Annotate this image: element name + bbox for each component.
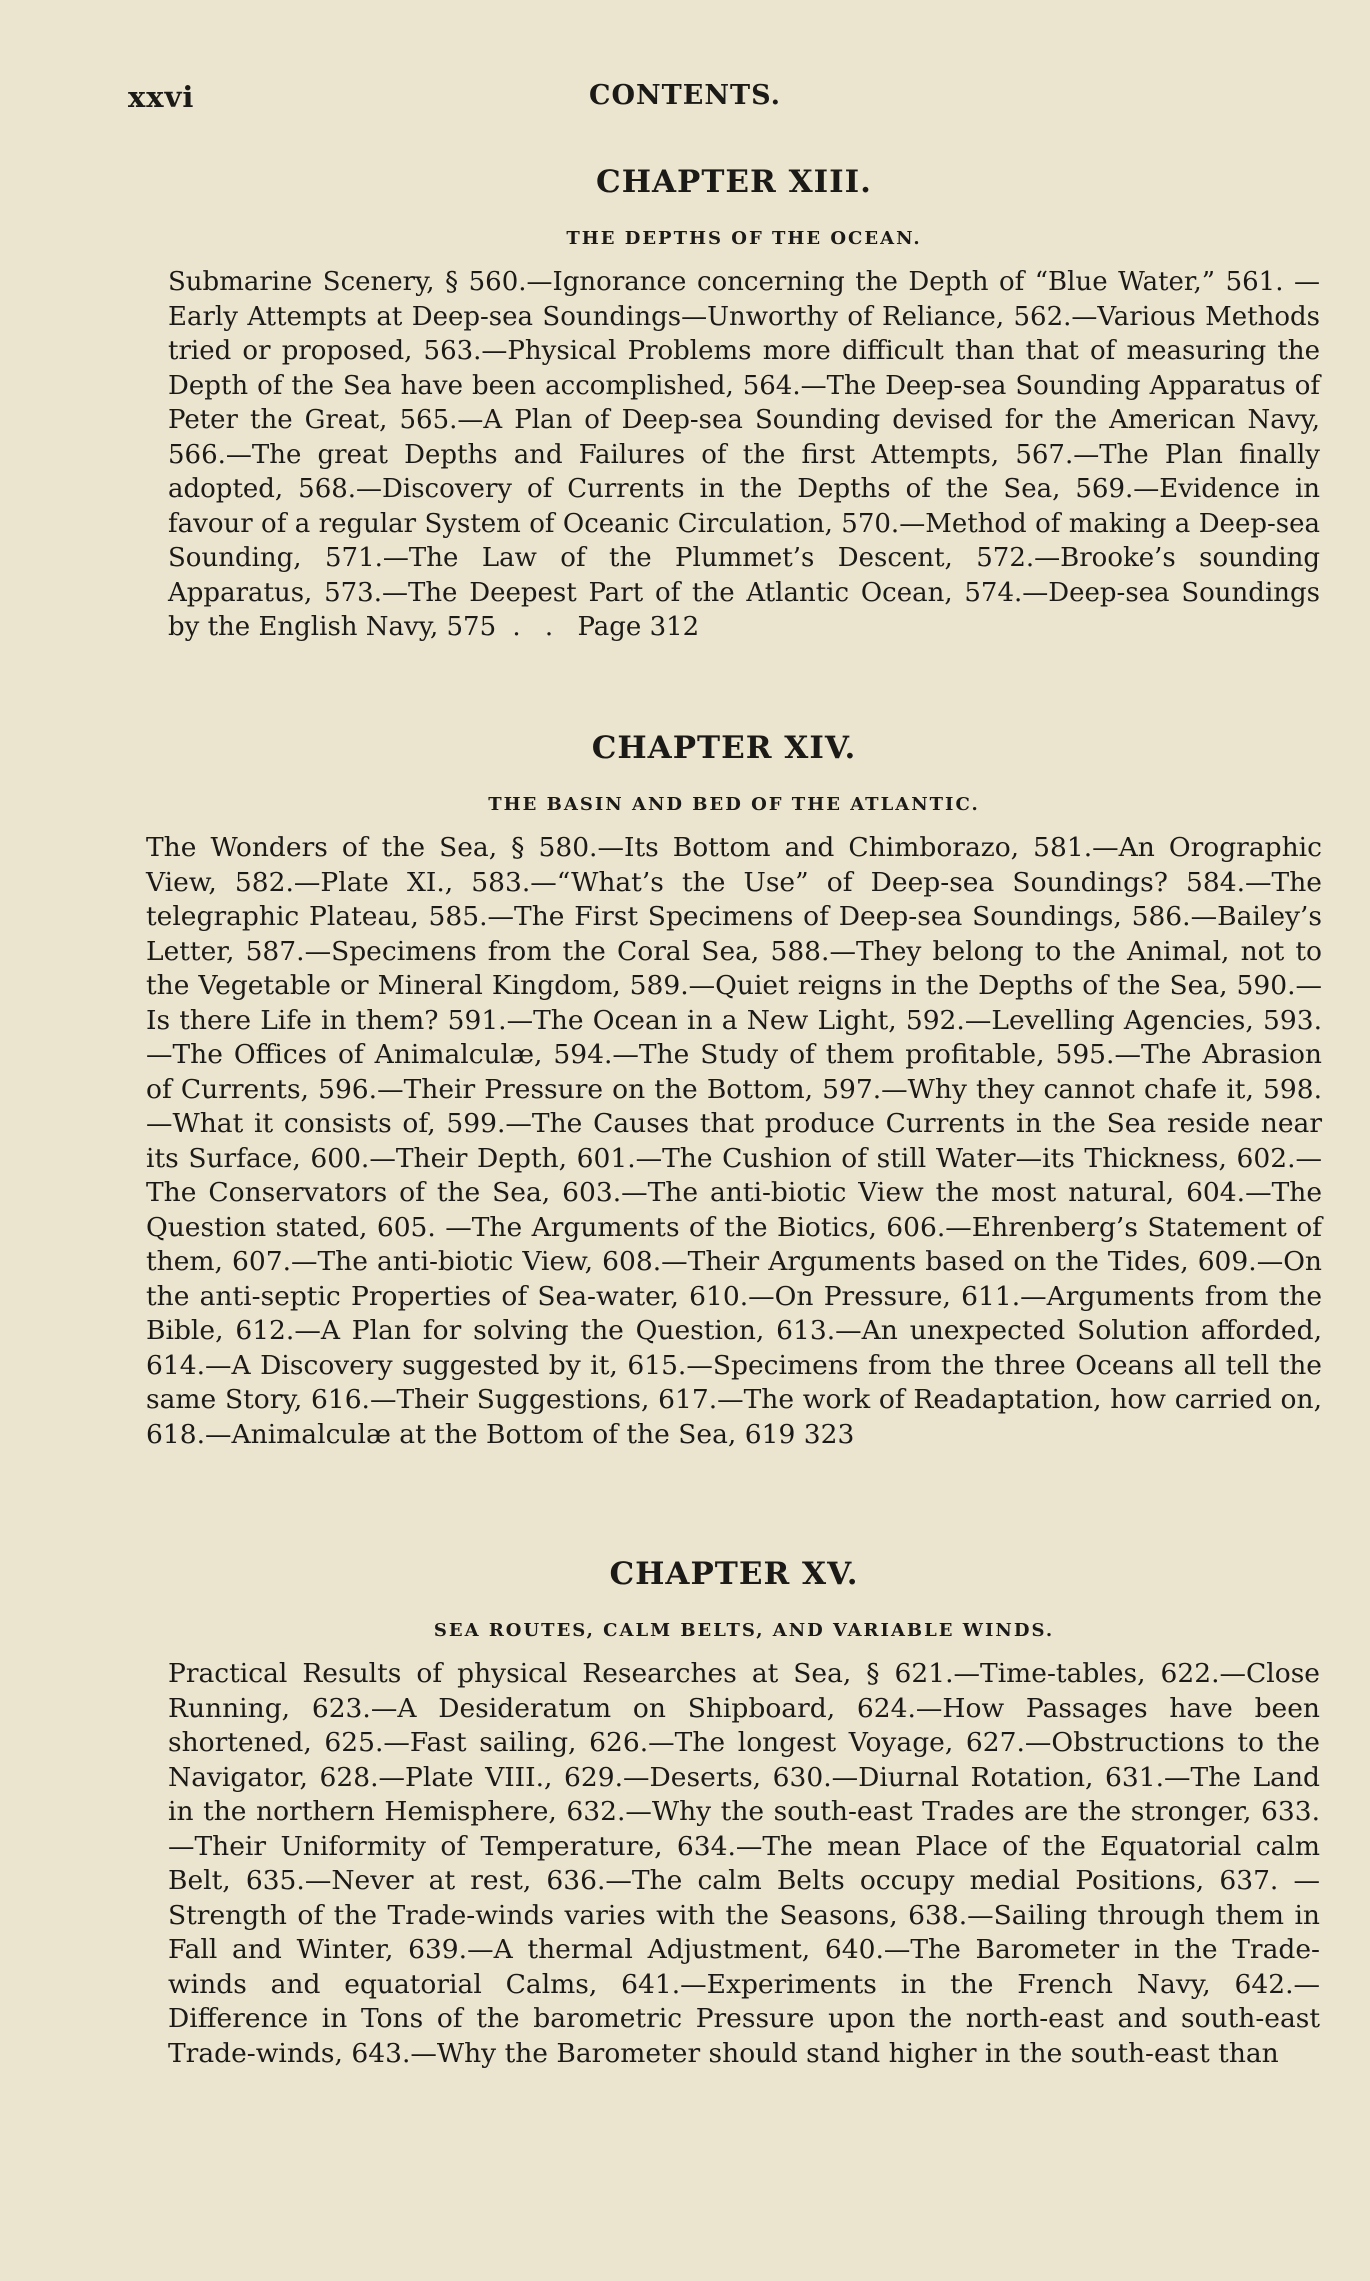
running-head <box>128 80 1242 120</box>
chapter-14-section <box>146 730 1322 1452</box>
chapter-summary-text: The Wonders of the Sea, § 580.—Its Bottom and Chimborazo, 581.—An Orographic View, 582.—Plate XI., 583.—“What’s the Use” of Deep-sea Soundings? 584.—The telegraphic Plateau, 585.—The First Specimens of Deep-sea Soundings, 586.—Bailey’s Letter, 587.—Specimens from the Coral Sea, 588.—They belong to the Animal, not to the Vegetable or Mineral Kingdom, 589.—Quiet reigns in the Depths of the Sea, 590.—Is there Life in them? 591.—The Ocean in a New Light, 592.—Levelling Agencies, 593.—The Offices of Animalculæ, 594.—The Study of them profitable, 595.—The Abrasion of Currents, 596.—Their Pressure on the Bottom, 597.—Why they cannot chafe it, 598.—What it consists of, 599.—The Causes that produce Currents in the Sea reside near its Surface, 600.—Their Depth, 601.—The Cushion of still Water—its Thickness, 602.—The Conservators of the Sea, 603.—The anti-biotic View the most natural, 604.—The Question stated, 605. —The Arguments of the Biotics, 606.—Ehrenberg’s Statement of them, 607.—The anti-biotic View, 608.—Their Arguments based on the Tides, 609.—On the anti-septic Properties of Sea-water, 610.—On Pressure, 611.—Arguments from the Bible, 612.—A Plan for solving the Question, 613.—An unexpected Solution afforded, 614.—A Discovery suggested by it, 615.—Specimens from the three Oceans all tell the same Story, 616.—Their Suggestions, 617.—The work of Readaptation, how carried on, 618.—Animalculæ at the Bottom of the Sea, 619 <box>146 832 1322 1450</box>
chapter-heading: CHAPTER XIV. <box>591 730 857 766</box>
page-reference: Page 312 <box>577 612 700 642</box>
chapter-subtitle: SEA ROUTES, CALM BELTS, AND VARIABLE WINDS. <box>433 1620 1055 1641</box>
page-reference: 323 <box>803 1418 855 1450</box>
page-number: xxvi <box>128 80 195 114</box>
chapter-heading: CHAPTER XIII. <box>596 164 872 200</box>
chapter-summary <box>146 831 1322 1452</box>
chapter-summary: Practical Results of physical Researches at Sea, § 621.—Time-tables, 622.—Close Running, 623.—A Desideratum on Shipboard, 624.—How Passages have been shortened, 625.—Fast sailing, 626.—The longest Voyage, 627.—Obstructions to the Navigator, 628.—Plate VIII., 629.—Deserts, 630.—Diurnal Rotation, 631.—The Land in the northern Hemisphere, 632.—Why the south-east Trades are the stronger, 633.—Their Uniformity of Temperature, 634.—The mean Place of the Equatorial calm Belt, 635.—Never at rest, 636.—The calm Belts occupy medial Positions, 637. —Strength of the Trade-winds varies with the Seasons, 638.—Sailing through them in Fall and Winter, 639.—A thermal Adjustment, 640.—The Barometer in the Trade-winds and equatorial Calms, 641.—Experiments in the French Navy, 642.—Difference in Tons of the barometric Pressure upon the north-east and south-east Trade-winds, 643.—Why the Barometer should stand higher in the south-east than <box>168 1658 1320 2069</box>
chapter-subtitle: THE BASIN AND BED OF THE ATLANTIC. <box>488 794 980 815</box>
chapter-heading: CHAPTER XV. <box>609 1556 859 1592</box>
chapter-15-section <box>168 1556 1320 2071</box>
chapter-subtitle: THE DEPTHS OF THE OCEAN. <box>566 228 922 249</box>
chapter-summary: Submarine Scenery, § 560.—Ignorance concerning the Depth of “Blue Water,” 561. —Early Attempts at Deep-sea Soundings—Unworthy of Reliance, 562.—Various Methods tried or proposed, 563.—Physical Problems more difficult than that of measuring the Depth of the Sea have been accomplished, 564.—The Deep-sea Sounding Apparatus of Peter the Great, 565.—A Plan of Deep-sea Sounding devised for the American Navy, 566.—The great Depths and Failures of the first Attempts, 567.—The Plan finally adopted, 568.—Discovery of Currents in the Depths of the Sea, 569.—Evidence in favour of a regular System of Oceanic Circulation, 570.—Method of making a Deep-sea Sounding, 571.—The Law of the Plummet’s Descent, 572.—Brooke’s sounding Apparatus, 573.—The Deepest Part of the Atlantic Ocean, 574.—Deep-sea Soundings by the English Navy, 575 . . Page 312 <box>168 267 1320 642</box>
running-title: CONTENTS. <box>588 80 782 111</box>
chapter-summary-text: Submarine Scenery, § 560.—Ignorance concerning the Depth of “Blue Water,” 561. —Early Attempts at Deep-sea Soundings—Unworthy of Reliance, 562.—Various Methods tried or proposed, 563.—Physical Problems more difficult than that of measuring the Depth of the Sea have been accomplished, 564.—The Deep-sea Sounding Apparatus of Peter the Great, 565.—A Plan of Deep-sea Sounding devised for the American Navy, 566.—The great Depths and Failures of the first Attempts, 567.—The Plan finally adopted, 568.—Discovery of Currents in the Depths of the Sea, 569.—Evidence in favour of a regular System of Oceanic Circulation, 570.—Method of making a Deep-sea Sounding, 571.—The Law of the Plummet’s Descent, 572.—Brooke’s sounding Apparatus, 573.—The Deepest Part of the Atlantic Ocean, 574.—Deep-sea Soundings by the English Navy, 575 <box>168 267 1320 642</box>
chapter-13-section <box>168 164 1320 645</box>
